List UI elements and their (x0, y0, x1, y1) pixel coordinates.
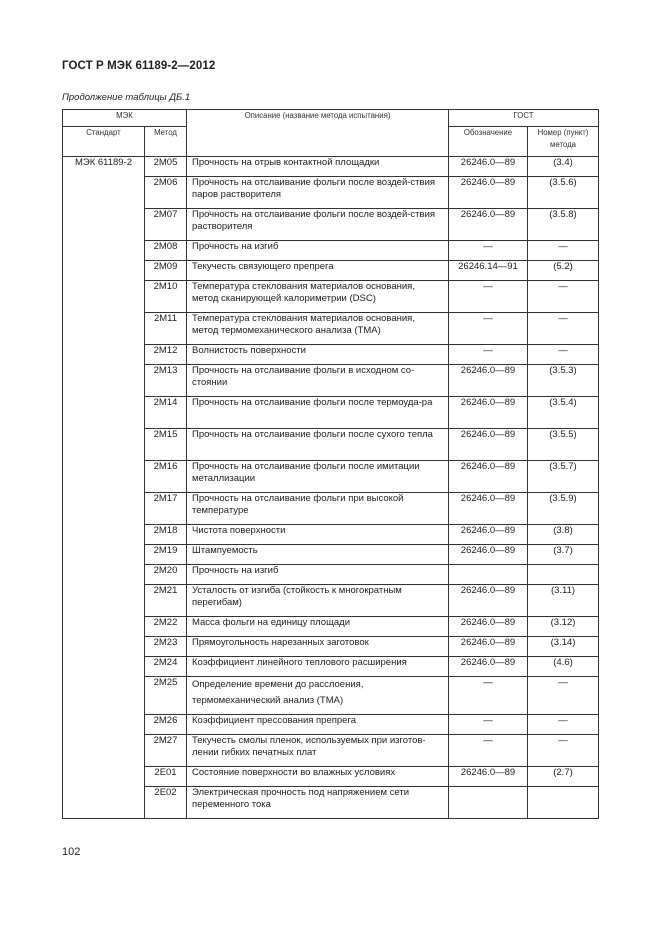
method-description: Прочность на отслаивание фольги после сухого тепла (187, 429, 449, 461)
method-code: 2M08 (145, 241, 187, 261)
gost-method-number: (3.5.6) (528, 177, 599, 209)
method-description: Волнистость поверхности (187, 345, 449, 365)
gost-method-number: — (528, 735, 599, 767)
gost-designation: — (449, 313, 528, 345)
gost-method-number: (3.5.8) (528, 209, 599, 241)
method-code: 2M27 (145, 735, 187, 767)
method-description: Текучесть связующего препрега (187, 261, 449, 281)
method-code: 2M10 (145, 281, 187, 313)
method-code: 2M14 (145, 397, 187, 429)
method-code: 2M07 (145, 209, 187, 241)
method-code: 2M26 (145, 715, 187, 735)
gost-method-number: (2.7) (528, 767, 599, 787)
method-description: Коэффициент прессования препрега (187, 715, 449, 735)
method-description: Температура стеклования материалов основания, метод термомеханического анализа (TMA) (187, 313, 449, 345)
gost-method-number: (3.14) (528, 637, 599, 657)
method-description: Прочность на отслаивание фольги после воздей-ствия растворителя (187, 209, 449, 241)
gost-designation: 26246.0—89 (449, 461, 528, 493)
gost-designation: 26246.0—89 (449, 397, 528, 429)
header-description: Описание (название метода испытания) (187, 110, 449, 157)
gost-designation: 26246.0—89 (449, 767, 528, 787)
gost-designation: — (449, 735, 528, 767)
method-description: Прочность на изгиб (187, 241, 449, 261)
gost-method-number: — (528, 677, 599, 715)
gost-method-number: — (528, 241, 599, 261)
method-description: Масса фольги на единицу площади (187, 617, 449, 637)
method-code: 2M06 (145, 177, 187, 209)
method-description: Прямоугольность нарезанных заготовок (187, 637, 449, 657)
standard-cell: МЭК 61189-2 (63, 157, 145, 819)
gost-method-number: (3.7) (528, 545, 599, 565)
method-code: 2M23 (145, 637, 187, 657)
gost-designation: 26246.0—89 (449, 493, 528, 525)
method-description: Прочность на отслаивание фольги при высокой температуре (187, 493, 449, 525)
method-description: Штампуемость (187, 545, 449, 565)
methods-table (62, 109, 599, 819)
method-description: Коэффициент линейного теплового расширения (187, 657, 449, 677)
method-code: 2M15 (145, 429, 187, 461)
gost-designation: 26246.0—89 (449, 177, 528, 209)
gost-designation: — (449, 241, 528, 261)
gost-method-number: (3.5.9) (528, 493, 599, 525)
method-code: 2M05 (145, 157, 187, 177)
method-description: Прочность на изгиб (187, 565, 449, 585)
gost-method-number: (3.12) (528, 617, 599, 637)
gost-designation: — (449, 345, 528, 365)
method-code: 2M25 (145, 677, 187, 715)
gost-method-number: (3.5.4) (528, 397, 599, 429)
page-number: 102 (62, 846, 81, 858)
method-code: 2M09 (145, 261, 187, 281)
gost-method-number: (5.2) (528, 261, 599, 281)
header-designation: Обозначение (449, 127, 528, 157)
gost-method-number (528, 565, 599, 585)
gost-designation: 26246.0—89 (449, 429, 528, 461)
gost-method-number: (3.8) (528, 525, 599, 545)
gost-designation: — (449, 715, 528, 735)
method-description: Прочность на отрыв контактной площадки (187, 157, 449, 177)
table-row (63, 157, 599, 177)
gost-designation: — (449, 281, 528, 313)
gost-designation: 26246.0—89 (449, 157, 528, 177)
document-header: ГОСТ Р МЭК 61189-2—2012 (62, 60, 216, 72)
method-code: 2M11 (145, 313, 187, 345)
gost-designation: 26246.14—91 (449, 261, 528, 281)
method-description: Текучесть смолы пленок, используемых при изготов-лении гибких печатных плат (187, 735, 449, 767)
gost-method-number: — (528, 345, 599, 365)
gost-designation: — (449, 677, 528, 715)
gost-method-number: — (528, 313, 599, 345)
gost-method-number (528, 787, 599, 819)
gost-designation: 26246.0—89 (449, 525, 528, 545)
gost-method-number: — (528, 715, 599, 735)
method-description: Прочность на отслаивание фольги после термоуда-ра (187, 397, 449, 429)
gost-method-number: (4.6) (528, 657, 599, 677)
gost-method-number: (3.11) (528, 585, 599, 617)
method-code: 2M24 (145, 657, 187, 677)
method-code: 2M21 (145, 585, 187, 617)
gost-designation: 26246.0—89 (449, 585, 528, 617)
gost-method-number: — (528, 281, 599, 313)
header-gost: ГОСТ (449, 110, 599, 127)
gost-designation (449, 565, 528, 585)
method-code: 2M18 (145, 525, 187, 545)
header-mek: МЭК (63, 110, 187, 127)
gost-designation: 26246.0—89 (449, 209, 528, 241)
method-code: 2M20 (145, 565, 187, 585)
method-code: 2M16 (145, 461, 187, 493)
method-description: Состояние поверхности во влажных условиях (187, 767, 449, 787)
method-code: 2M17 (145, 493, 187, 525)
gost-designation: 26246.0—89 (449, 657, 528, 677)
gost-designation: 26246.0—89 (449, 545, 528, 565)
method-description: Электрическая прочность под напряжением сети переменного тока (187, 787, 449, 819)
method-code: 2E02 (145, 787, 187, 819)
method-description: Прочность на отслаивание фольги после имитации металлизации (187, 461, 449, 493)
method-code: 2M13 (145, 365, 187, 397)
method-description: Прочность на отслаивание фольги после воздей-ствия паров растворителя (187, 177, 449, 209)
gost-designation: 26246.0—89 (449, 617, 528, 637)
method-code: 2E01 (145, 767, 187, 787)
gost-method-number: (3.4) (528, 157, 599, 177)
gost-method-number: (3.5.5) (528, 429, 599, 461)
table-caption: Продолжение таблицы ДБ.1 (62, 92, 191, 103)
method-code: 2M12 (145, 345, 187, 365)
gost-designation: 26246.0—89 (449, 637, 528, 657)
gost-designation (449, 787, 528, 819)
gost-method-number: (3.5.7) (528, 461, 599, 493)
method-description: Чистота поверхности (187, 525, 449, 545)
header-number: Номер (пункт) метода (528, 127, 599, 157)
method-description: Определение времени до расслоения, термомеханический анализ (TMA) (187, 677, 449, 715)
method-code: 2M22 (145, 617, 187, 637)
method-code: 2M19 (145, 545, 187, 565)
gost-designation: 26246.0—89 (449, 365, 528, 397)
header-method: Метод (145, 127, 187, 157)
gost-method-number: (3.5.3) (528, 365, 599, 397)
method-description: Прочность на отслаивание фольги в исходном со-стоянии (187, 365, 449, 397)
header-standard: Стандарт (63, 127, 145, 157)
method-description: Температура стеклования материалов основания, метод сканирующей калориметрии (DSC) (187, 281, 449, 313)
method-description: Усталость от изгиба (стойкость к многократным перегибам) (187, 585, 449, 617)
